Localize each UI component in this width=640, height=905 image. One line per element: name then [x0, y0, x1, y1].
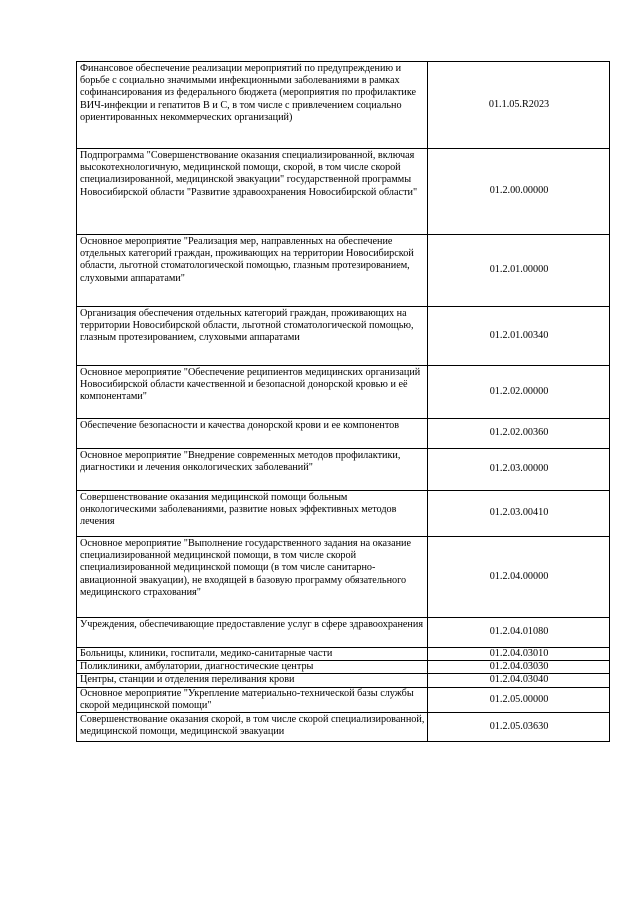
row-name: Совершенствование оказания медицинской помощи больным онкологическими заболеваниями, развитие новых эффективных методов лечения [77, 491, 428, 537]
row-name: Основное мероприятие "Обеспечение реципиентов медицинских организаций Новосибирской области качественной и безопасной донорской кровью и её компонентами" [77, 366, 428, 419]
table-row [77, 149, 610, 235]
table-row [77, 674, 610, 687]
row-name: Основное мероприятие "Выполнение государственного задания на оказание специализированной медицинской помощи, в том числе скорой специализированной медицинской помощи (в том числе санитарно-авиационной эвакуации), не входящей в базовую программу обязательного медицинского страхования" [77, 537, 428, 618]
table-row [77, 491, 610, 537]
table-row [77, 419, 610, 449]
table-row [77, 307, 610, 366]
row-name: Основное мероприятие "Внедрение современных методов профилактики, диагностики и лечения онкологических заболеваний" [77, 449, 428, 491]
row-name: Основное мероприятие "Укрепление материально-технической базы службы скорой медицинской помощи" [77, 687, 428, 712]
row-code: 01.2.05.00000 [428, 687, 610, 712]
row-name: Подпрограмма "Совершенствование оказания специализированной, включая высокотехнологичную, медицинской помощи, скорой, в том числе скорой специализированной, медицинской эвакуации" государственной программы Новосибирской области "Развитие здравоохранения Новосибирской области" [77, 149, 428, 235]
table-row [77, 618, 610, 648]
table-row [77, 537, 610, 618]
row-name: Учреждения, обеспечивающие предоставление услуг в сфере здравоохранения [77, 618, 428, 648]
row-name: Обеспечение безопасности и качества донорской крови и ее компонентов [77, 419, 428, 449]
table-row [77, 687, 610, 712]
row-code: 01.2.04.01080 [428, 618, 610, 648]
row-code: 01.2.04.00000 [428, 537, 610, 618]
row-code: 01.2.02.00000 [428, 366, 610, 419]
row-name: Финансовое обеспечение реализации мероприятий по предупреждению и борьбе с социально значимыми инфекционными заболеваниями в рамках софинансирования из федерального бюджета (мероприятия по профилактике ВИЧ-инфекции и гепатитов В и С, в том числе с привлечением социально ориентированных некоммерческих организаций) [77, 62, 428, 149]
row-name: Организация обеспечения отдельных категорий граждан, проживающих на территории Новосибирской области, льготной стоматологической помощью, глазным протезированием, слуховыми аппаратами [77, 307, 428, 366]
row-name: Совершенствование оказания скорой, в том числе скорой специализированной, медицинской помощи, медицинской эвакуации [77, 713, 428, 742]
row-code: 01.2.01.00000 [428, 235, 610, 307]
row-code: 01.1.05.R2023 [428, 62, 610, 149]
table-row [77, 235, 610, 307]
row-name: Центры, станции и отделения переливания крови [77, 674, 428, 687]
table-row [77, 366, 610, 419]
row-code: 01.2.01.00340 [428, 307, 610, 366]
row-code: 01.2.03.00000 [428, 449, 610, 491]
table-row [77, 62, 610, 149]
row-code: 01.2.04.03030 [428, 661, 610, 674]
row-code: 01.2.03.00410 [428, 491, 610, 537]
row-code: 01.2.04.03010 [428, 648, 610, 661]
row-name: Больницы, клиники, госпитали, медико-санитарные части [77, 648, 428, 661]
budget-classification-table [76, 61, 610, 742]
table-row [77, 449, 610, 491]
table-row [77, 648, 610, 661]
row-code: 01.2.00.00000 [428, 149, 610, 235]
row-code: 01.2.05.03630 [428, 713, 610, 742]
table-row [77, 661, 610, 674]
table-row [77, 713, 610, 742]
row-code: 01.2.02.00360 [428, 419, 610, 449]
row-code: 01.2.04.03040 [428, 674, 610, 687]
row-name: Основное мероприятие "Реализация мер, направленных на обеспечение отдельных категорий граждан, проживающих на территории Новосибирской области, льготной стоматологической помощью, глазным протезированием, слуховыми аппаратами" [77, 235, 428, 307]
row-name: Поликлиники, амбулатории, диагностические центры [77, 661, 428, 674]
